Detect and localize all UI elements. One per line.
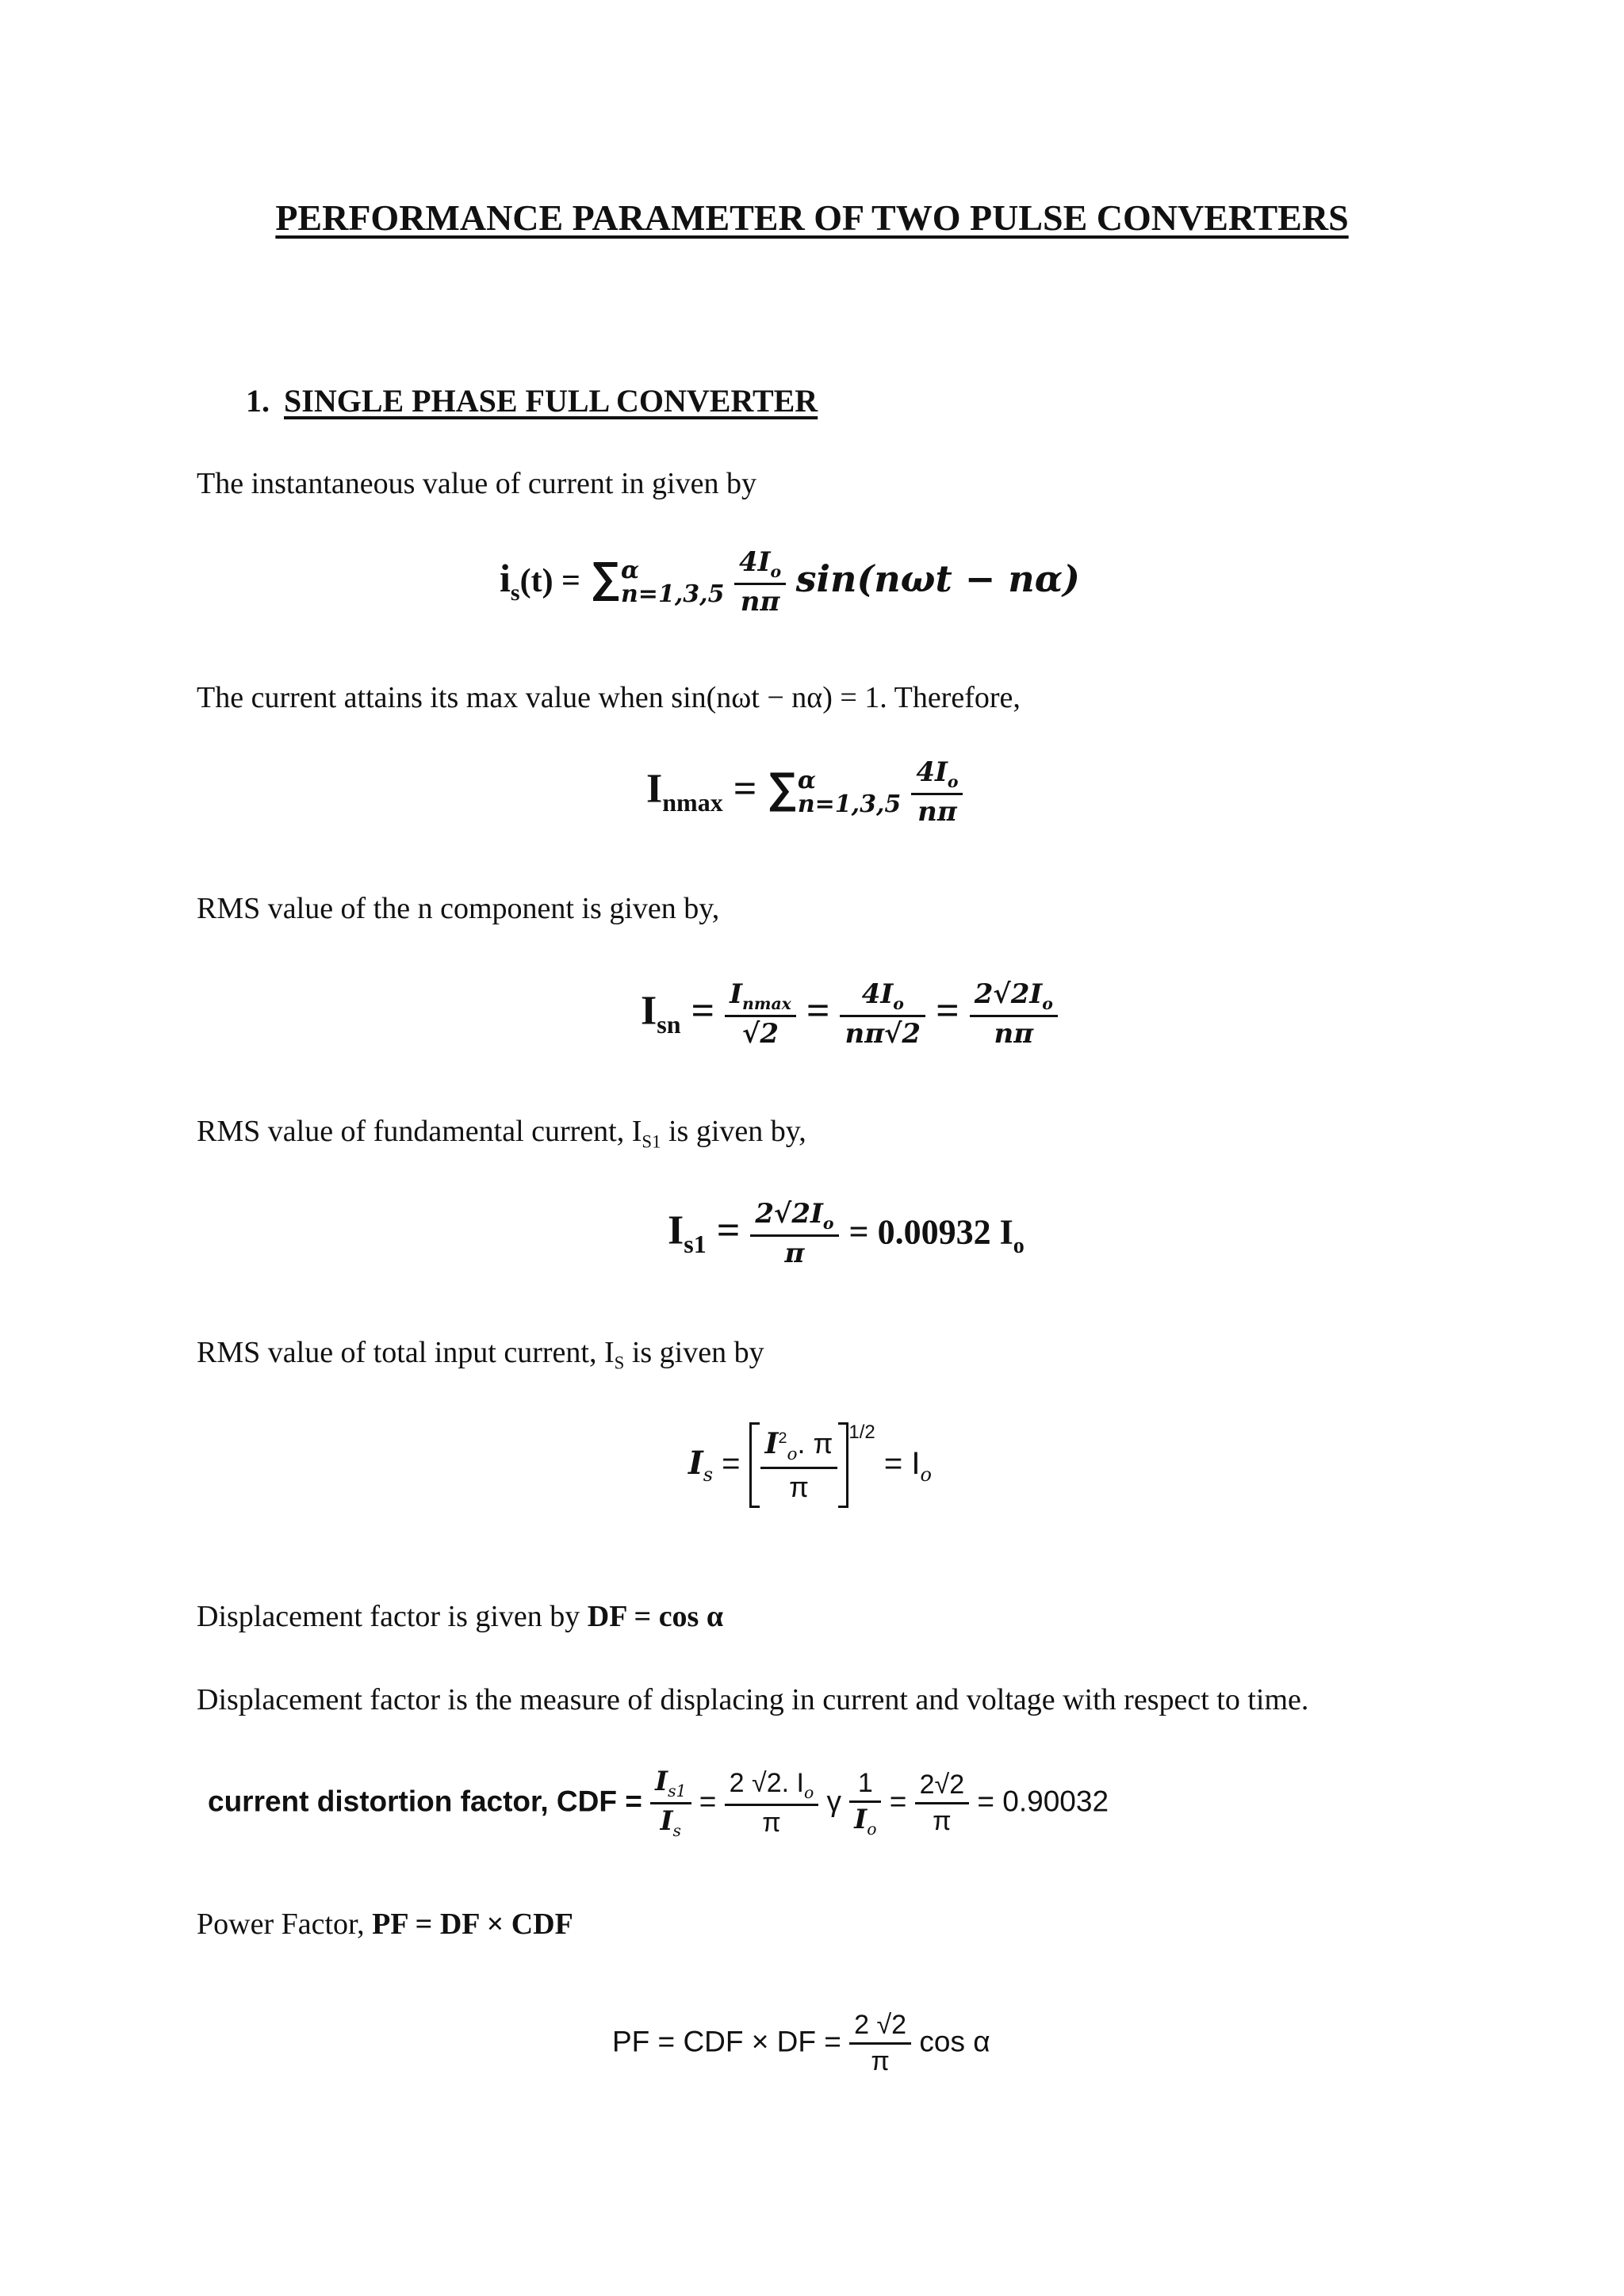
equals-sign-2: = — [691, 988, 715, 1034]
pf-num: 2 √2 — [849, 2010, 911, 2045]
cdf-io: I — [854, 1804, 868, 1836]
io2-sub: o — [787, 1445, 798, 1465]
section-number: 1. — [246, 383, 270, 419]
equals-sign-5: = — [716, 1207, 741, 1253]
half-power: 1/2 — [848, 1422, 875, 1444]
pf-cos: cos α — [919, 2025, 990, 2058]
page-title: PERFORMANCE PARAMETER OF TWO PULSE CONVERTERS — [275, 197, 1349, 238]
left-bracket — [749, 1422, 760, 1508]
is1-sub: s1 — [684, 1230, 707, 1258]
cdf-pi-den: π — [762, 1808, 781, 1839]
equation-pf — [612, 2010, 990, 2077]
frac-num-sub: o — [770, 561, 782, 581]
equation-inmax — [646, 757, 963, 828]
sum-limits-2 — [797, 766, 902, 818]
equation-is-t — [500, 547, 1080, 618]
pf-lhs: PF = CDF × DF = — [612, 2025, 841, 2058]
frac-sqrt2-den: √2 — [741, 1018, 779, 1050]
equals-sign-6: = — [722, 1445, 741, 1481]
frac-2sqrt2io-pi — [750, 1199, 838, 1269]
frac-1-io — [849, 1768, 881, 1839]
frac-is1-is — [650, 1766, 691, 1841]
cdf-io-sub: o — [867, 1819, 877, 1839]
equation-isn — [641, 979, 1058, 1050]
gamma-symbol: γ — [826, 1785, 841, 1818]
right-bracket — [838, 1422, 848, 1508]
equation-is1 — [668, 1199, 1025, 1269]
cdf-label: current distortion factor, CDF = — [208, 1785, 642, 1818]
sin-term: sin(nωt − nα) — [795, 557, 1080, 601]
sum-lower-2: n=1,3,5 — [797, 790, 902, 818]
rms-fund-text-a: RMS value of fundamental current, I — [197, 1115, 642, 1148]
is-total-symbol: I — [688, 1444, 703, 1482]
isn-symbol: I — [641, 988, 657, 1034]
cdf-pi-den-2: π — [933, 1806, 952, 1837]
frac-inmax-num: I — [730, 978, 743, 1010]
sum-symbol: ∑ — [590, 553, 621, 602]
is1-value: = 0.00932 I — [848, 1212, 1013, 1252]
is1-value-sub: o — [1013, 1234, 1025, 1258]
frac-2sqrt2-pi — [915, 1770, 969, 1837]
cdf-num2: 2 √2. I — [729, 1768, 804, 1799]
frac-is1-num: 2√2I — [755, 1198, 823, 1230]
io2-symbol: I — [764, 1427, 779, 1460]
frac-num-2: 4I — [916, 756, 948, 788]
cdf-value: = 0.90032 — [977, 1785, 1109, 1818]
cdf-2sqrt2: 2√2 — [915, 1770, 969, 1804]
frac-2sqrt2io-pi-scan — [725, 1768, 819, 1839]
frac-npisqrt2-den: nπ√2 — [845, 1018, 921, 1050]
equals-sign-4: = — [936, 988, 959, 1034]
sum-limits — [621, 556, 725, 608]
pf-pi-den: π — [871, 2046, 890, 2077]
eq-is-t-arg: (t) = — [519, 563, 580, 600]
eq-is-t-symbol: i — [500, 556, 511, 601]
sum-upper: α — [621, 556, 640, 584]
isn-sub: sn — [657, 1010, 681, 1039]
frac-den: nπ — [740, 586, 780, 618]
bracket-group — [749, 1427, 849, 1503]
cdf-one: 1 — [849, 1768, 881, 1803]
inmax-sub: nmax — [662, 788, 723, 817]
paragraph-instantaneous: The instantaneous value of current in given by — [197, 467, 756, 500]
cdf-is1: I — [655, 1766, 668, 1797]
sum-symbol-2: ∑ — [767, 763, 798, 812]
frac-inmax-num-sub: nmax — [742, 993, 791, 1013]
is-total-rhs: = I — [883, 1445, 921, 1481]
frac-is1-den: π — [784, 1238, 805, 1270]
frac-4io-num-sub: o — [893, 993, 904, 1013]
frac-4io-npi — [734, 547, 786, 618]
frac-4io-npi-2 — [911, 757, 963, 828]
frac-4io-num: 4I — [861, 978, 894, 1010]
frac-num-sub-2: o — [947, 771, 959, 791]
paragraph-rms-total — [197, 1335, 764, 1374]
io2-sup: 2 — [778, 1429, 787, 1447]
equation-is-total — [688, 1422, 932, 1504]
cdf-num2-sub: o — [803, 1782, 814, 1802]
frac-num: 4I — [738, 546, 771, 578]
paragraph-rms-n: RMS value of the n component is given by, — [197, 892, 720, 925]
section-heading — [246, 382, 818, 419]
sum-lower: n=1,3,5 — [621, 580, 725, 608]
sum-upper-2: α — [797, 766, 816, 794]
rms-fund-sub: S1 — [642, 1131, 661, 1152]
cdf-is-sub: s — [672, 1821, 682, 1841]
inmax-symbol: I — [646, 766, 663, 812]
is-total-rhs-sub: o — [920, 1463, 932, 1486]
frac-2sqrt2io-npi — [970, 979, 1058, 1050]
frac-npi-den: nπ — [994, 1018, 1034, 1050]
eq-is-t-sub: s — [510, 580, 520, 607]
df-formula: DF = cos α — [587, 1600, 724, 1633]
paragraph-df-description: Displacement factor is the measure of displacing in current and voltage with respect to time. — [197, 1683, 1309, 1716]
cdf-is: I — [660, 1805, 673, 1838]
paragraph-pf — [197, 1907, 573, 1942]
equals-sign-8: = — [889, 1785, 907, 1818]
pf-formula: PF = DF × CDF — [372, 1908, 573, 1941]
rms-total-text-a: RMS value of total input current, I — [197, 1336, 615, 1369]
rms-total-text-b: is given by — [624, 1336, 764, 1369]
paragraph-rms-fundamental — [197, 1114, 806, 1153]
equals-sign-7: = — [699, 1785, 717, 1818]
frac-is1-num-sub: o — [822, 1213, 834, 1233]
frac-2sqrt2io-num: 2√2I — [974, 978, 1043, 1010]
is1-symbol: I — [668, 1207, 684, 1253]
pf-text: Power Factor, — [197, 1908, 373, 1941]
paragraph-df — [197, 1599, 723, 1634]
equals-sign-3: = — [806, 988, 830, 1034]
frac-2sqrt2-pi-pf — [849, 2010, 911, 2077]
frac-inmax-sqrt2 — [725, 979, 796, 1050]
frac-den-2: nπ — [917, 796, 957, 828]
cdf-is1-sub: s1 — [668, 1781, 687, 1800]
section-title: SINGLE PHASE FULL CONVERTER — [284, 383, 818, 419]
io2-rest: . π — [797, 1427, 833, 1460]
frac-io2pi-pi — [760, 1427, 838, 1503]
is-total-sub: s — [703, 1463, 714, 1486]
df-text: Displacement factor is given by — [197, 1600, 588, 1633]
frac-4io-npisqrt2 — [840, 979, 925, 1050]
frac-pi-den: π — [789, 1471, 809, 1504]
frac-2sqrt2io-num-sub: o — [1042, 993, 1053, 1013]
paragraph-max-value: The current attains its max value when sin(nωt − nα) = 1. Therefore, — [197, 681, 1021, 714]
equals-sign: = — [733, 766, 757, 812]
rms-fund-text-b: is given by, — [661, 1115, 806, 1148]
equation-cdf — [208, 1766, 1109, 1841]
rms-total-sub: S — [614, 1353, 625, 1373]
